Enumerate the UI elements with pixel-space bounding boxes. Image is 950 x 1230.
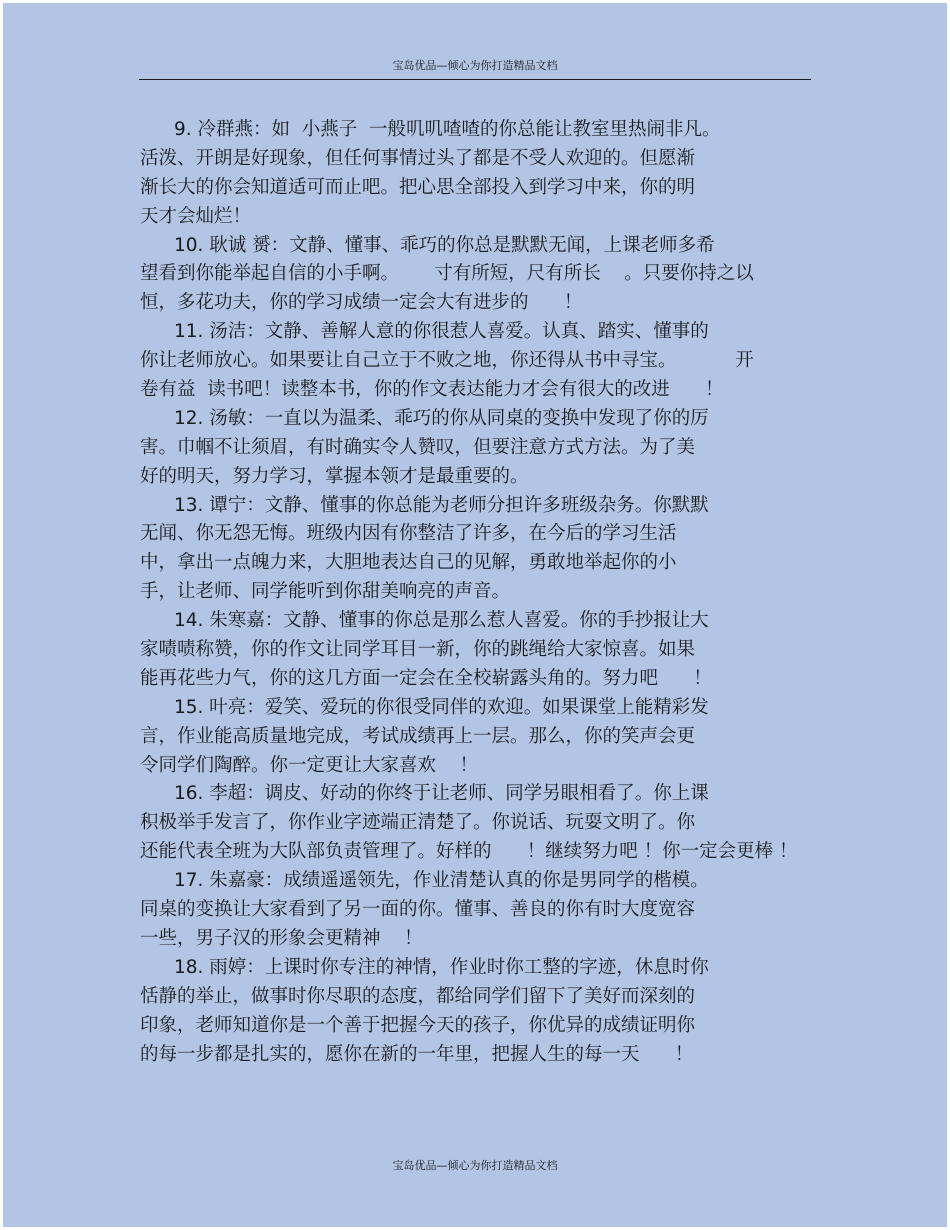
text-line: 恬静的举止，做事时你尽职的态度，都给同学们留下了美好而深刻的 <box>140 985 696 1007</box>
paragraph-16 <box>140 780 830 867</box>
text-line: 家啧啧称赞，你的作文让同学耳目一新，你的跳绳给大家惊喜。如果 <box>140 639 696 661</box>
text-line: 12. 汤敏：一直以为温柔、乖巧的你从同桌的变换中发现了你的厉 <box>174 407 709 429</box>
text-line: 天才会灿烂！ <box>140 205 252 227</box>
text-line: 卷有益 读书吧！读整本书，你的作文表达能力才会有很大的改进 ！ <box>140 379 724 401</box>
text-line: 言，作业能高质量地完成，考试成绩再上一层。那么，你的笑声会更 <box>140 725 696 747</box>
text-line: 害。巾帼不让须眉，有时确实令人赞叹，但要注意方式方法。为了美 <box>140 436 696 458</box>
text-line: 中，拿出一点魄力来，大胆地表达自己的见解，勇敢地举起你的小 <box>140 552 677 574</box>
paragraph-13 <box>140 492 830 608</box>
text-line: 令同学们陶醉。你一定更让大家喜欢 ！ <box>140 754 479 776</box>
text-line: 15. 叶亮：爱笑、爱玩的你很受同伴的欢迎。如果课堂上能精彩发 <box>174 696 709 718</box>
text-line: 13. 谭宁：文静、懂事的你总能为老师分担许多班级杂务。你默默 <box>174 494 709 516</box>
paragraph-18 <box>140 954 830 1070</box>
text-line: 无闻、你无怨无悔。班级内因有你整洁了许多，在今后的学习生活 <box>140 523 677 545</box>
document-body <box>140 116 830 1069</box>
text-line: 渐长大的你会知道适可而止吧。把心思全部投入到学习中来，你的明 <box>140 176 696 198</box>
text-line: 17. 朱嘉豪：成绩遥遥领先，作业清楚认真的你是男同学的楷模。 <box>174 870 709 892</box>
text-line: 9. 冷群燕：如 小燕子 一般叽叽喳喳的你总能让教室里热闹非凡。 <box>174 119 721 140</box>
paragraph-9 <box>140 116 830 232</box>
text-line: 同桌的变换让大家看到了另一面的你。懂事、善良的你有时大度宽容 <box>140 899 696 921</box>
paragraph-10 <box>140 232 830 319</box>
text-line: 10. 耿诚 赟：文静、懂事、乖巧的你总是默默无闻，上课老师多希 <box>174 234 715 256</box>
text-line: 的每一步都是扎实的，愿你在新的一年里，把握人生的每一天 ！ <box>140 1043 694 1065</box>
paragraph-15 <box>140 694 830 781</box>
document-page <box>3 3 947 1227</box>
header-divider <box>139 79 811 80</box>
text-line: 积极举手发言了，你作业字迹端正清楚了。你说话、玩耍文明了。你 <box>140 812 696 834</box>
text-line: 14. 朱寒嘉：文静、懂事的你总是那么惹人喜爱。你的手抄报让大 <box>174 610 709 632</box>
text-line: 你让老师放心。如果要让自己立于不败之地，你还得从书中寻宝。 开 <box>140 350 754 372</box>
page-header: 宝岛优品—倾心为你打造精品文档 <box>392 59 558 72</box>
text-line: 一些，男子汉的形象会更精神 ！ <box>140 927 423 949</box>
text-line: 印象，老师知道你是一个善于把握今天的孩子，你优异的成绩证明你 <box>140 1014 696 1036</box>
text-line: 还能代表全班为大队部负责管理了。好样的 ！继续努力吧 ！你一定会更棒 ！ <box>140 841 798 863</box>
text-line: 好的明天，努力学习，掌握本领才是最重要的。 <box>140 465 529 487</box>
paragraph-17 <box>140 867 830 954</box>
paragraph-11 <box>140 318 830 405</box>
paragraph-12 <box>140 405 830 492</box>
text-line: 18. 雨婷：上课时你专注的神情，作业时你工整的字迹，休息时你 <box>174 956 709 978</box>
text-line: 恒，多花功夫，你的学习成绩一定会大有进步的 ！ <box>140 292 583 314</box>
text-line: 活泼、开朗是好现象，但任何事情过头了都是不受人欢迎的。但愿渐 <box>140 147 696 169</box>
text-line: 望看到你能举起自信的小手啊。 寸有所短，尺有所长 。只要你持之以 <box>140 263 754 285</box>
page-footer: 宝岛优品—倾心为你打造精品文档 <box>392 1159 558 1172</box>
text-line: 11. 汤洁：文静、善解人意的你很惹人喜爱。认真、踏实、懂事的 <box>174 321 709 343</box>
text-line: 手，让老师、同学能听到你甜美响亮的声音。 <box>140 581 511 603</box>
paragraph-14 <box>140 607 830 694</box>
text-line: 能再花些力气，你的这几方面一定会在全校崭露头角的。努力吧 ！ <box>140 667 712 689</box>
text-line: 16. 李超：调皮、好动的你终于让老师、同学另眼相看了。你上课 <box>174 783 709 805</box>
